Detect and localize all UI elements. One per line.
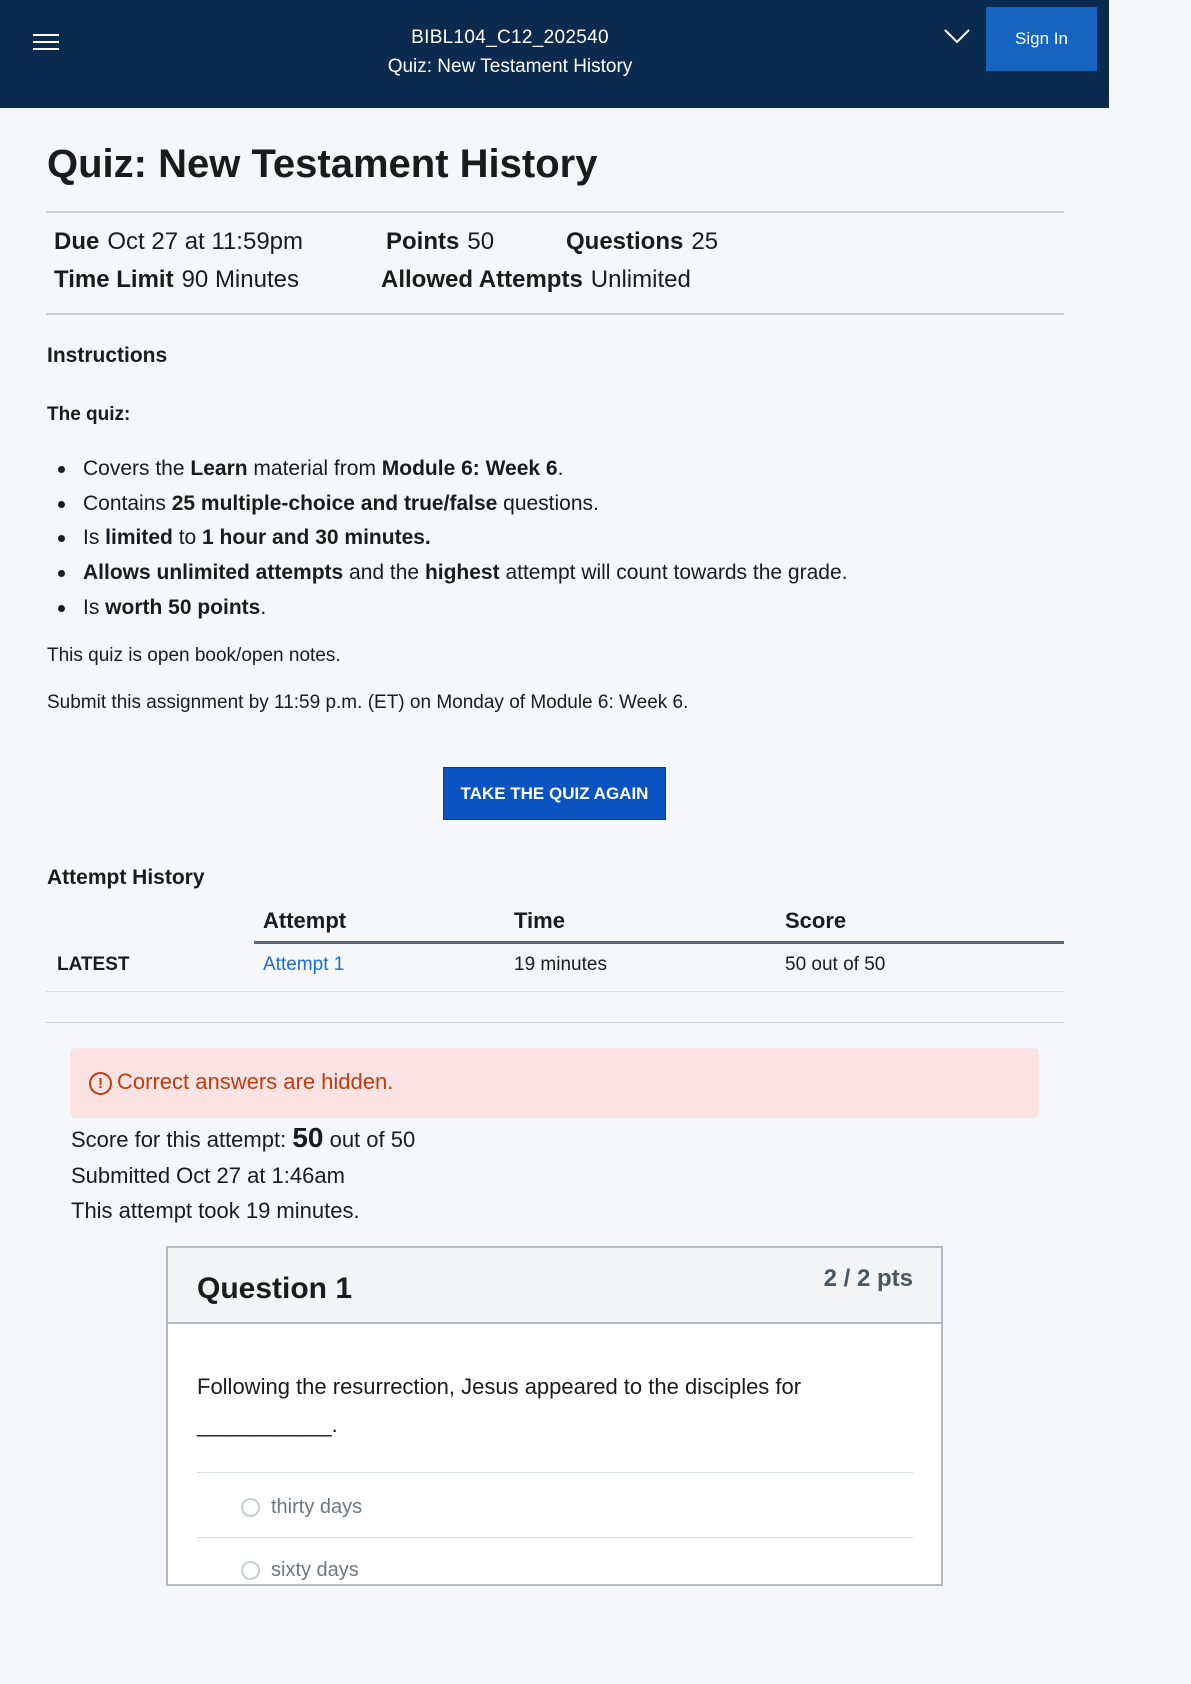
answer-divider	[197, 1537, 913, 1538]
points-label: Points	[386, 228, 460, 255]
instruction-text: Module 6: Week 6	[381, 457, 558, 480]
due-label: Due	[54, 228, 100, 255]
attempts-value: Unlimited	[590, 266, 691, 293]
instructions-heading: Instructions	[47, 344, 168, 367]
instruction-text: Is	[83, 595, 106, 619]
instruction-text: .	[260, 595, 267, 619]
chevron-down-icon[interactable]	[943, 26, 971, 46]
instruction-text: to	[172, 526, 203, 550]
questions-info	[566, 228, 718, 256]
instructions-list	[83, 452, 847, 626]
divider	[46, 1022, 1064, 1023]
instruction-text: Allows unlimited attempts	[83, 561, 344, 585]
instruction-item	[83, 487, 847, 522]
submitted-line: Submitted Oct 27 at 1:46am	[71, 1163, 345, 1188]
table-header-rule	[254, 941, 1064, 944]
points-info	[386, 228, 494, 256]
questions-label: Questions	[566, 228, 684, 255]
question-header	[168, 1248, 941, 1324]
instruction-text: Covers the	[83, 457, 191, 480]
attempt-time: 19 minutes	[514, 954, 607, 975]
duration-line: This attempt took 19 minutes.	[71, 1198, 360, 1223]
hidden-answers-alert	[70, 1048, 1039, 1118]
instruction-item	[83, 452, 847, 487]
instruction-text: highest	[424, 561, 500, 585]
answer-divider	[197, 1472, 913, 1473]
instruction-text: and the	[343, 561, 425, 585]
instruction-text: Contains	[83, 491, 172, 515]
instruction-text: 1 hour and 30 minutes.	[202, 526, 431, 550]
instruction-item	[83, 591, 847, 626]
question-card	[166, 1246, 943, 1586]
attempt-score-line	[71, 1122, 415, 1154]
question-title: Question 1	[197, 1272, 353, 1305]
time-limit-value: 90 Minutes	[181, 266, 299, 293]
hamburger-icon[interactable]	[33, 32, 59, 52]
score-prefix: Score for this attempt:	[71, 1127, 293, 1152]
open-book-note: This quiz is open book/open notes.	[47, 645, 341, 666]
instruction-text: material from	[247, 457, 382, 480]
submission-note: Submit this assignment by 11:59 p.m. (ET) on Monday of Module 6: Week 6.	[47, 692, 689, 713]
due-info	[54, 228, 303, 256]
answer-label: sixty days	[271, 1559, 359, 1581]
instruction-text: questions.	[497, 491, 599, 515]
exclamation-circle-icon: !	[89, 1072, 112, 1095]
divider	[46, 313, 1064, 315]
due-value: Oct 27 at 11:59pm	[107, 228, 304, 255]
answer-label: thirty days	[271, 1496, 363, 1518]
column-header-score: Score	[785, 908, 847, 933]
instruction-text: Is	[83, 526, 106, 550]
alert-text: Correct answers are hidden.	[117, 1069, 394, 1094]
instructions-subheading: The quiz:	[47, 404, 131, 425]
instruction-text: attempt will count towards the grade.	[499, 561, 848, 585]
take-quiz-again-button[interactable]: TAKE THE QUIZ AGAIN	[443, 767, 666, 820]
latest-tag: LATEST	[57, 954, 130, 975]
instruction-item	[83, 556, 847, 591]
instruction-text: limited	[105, 526, 173, 550]
questions-value: 25	[691, 228, 719, 255]
time-limit-label: Time Limit	[54, 266, 174, 293]
question-points: 2 / 2 pts	[823, 1265, 913, 1292]
score-value: 50	[292, 1122, 324, 1153]
points-value: 50	[467, 228, 495, 255]
page-title: Quiz: New Testament History	[47, 142, 598, 186]
top-bar	[0, 0, 1109, 108]
column-header-attempt: Attempt	[263, 908, 347, 933]
answer-radio[interactable]	[241, 1498, 260, 1517]
instruction-text: 25 multiple-choice and true/false	[171, 491, 498, 515]
sign-in-button[interactable]: Sign In	[986, 7, 1097, 71]
instruction-text: worth 50 points	[105, 595, 261, 619]
instruction-text: Learn	[190, 457, 248, 480]
instruction-item	[83, 521, 847, 556]
question-text: Following the resurrection, Jesus appeared to the disciples for ___________.	[197, 1374, 802, 1437]
attempt-history-heading: Attempt History	[47, 866, 205, 889]
table-row-rule	[46, 991, 1064, 992]
column-header-time: Time	[514, 908, 565, 933]
instruction-text: .	[557, 457, 564, 480]
topbar-titles	[300, 24, 720, 82]
topbar-quiz-title: Quiz: New Testament History	[387, 56, 633, 77]
score-suffix: out of 50	[323, 1127, 416, 1152]
attempt-score: 50 out of 50	[785, 954, 886, 975]
attempt-1-link[interactable]: Attempt 1	[263, 954, 345, 975]
time-limit-info	[54, 266, 299, 294]
divider	[46, 211, 1064, 213]
attempts-info	[381, 266, 691, 294]
answer-radio[interactable]	[241, 1561, 260, 1580]
course-code: BIBL104_C12_202540	[411, 27, 609, 48]
attempts-label: Allowed Attempts	[381, 266, 583, 293]
